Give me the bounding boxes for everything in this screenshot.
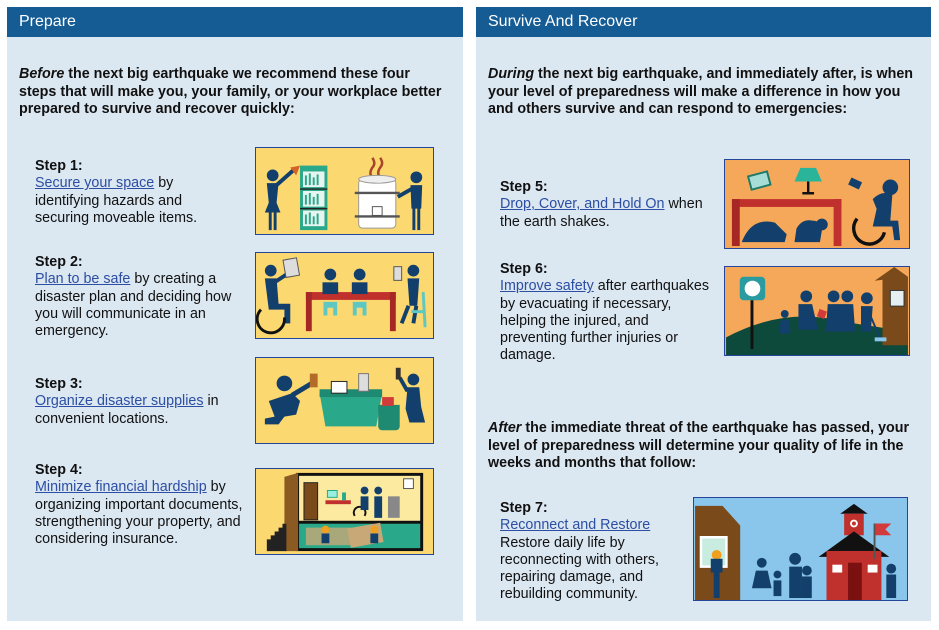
drop-cover-hold-on-link[interactable]: Drop, Cover, and Hold On	[500, 196, 665, 213]
evacuation-illustration	[724, 266, 910, 356]
step-3	[35, 376, 245, 428]
family-planning-icon	[256, 253, 433, 338]
step-label: Step 4:	[35, 462, 83, 478]
step-label: Step 1:	[35, 158, 83, 174]
prepare-intro	[19, 66, 449, 119]
drop-cover-hold-icon	[725, 160, 909, 248]
survive-recover-panel-header: Survive And Recover	[476, 7, 931, 37]
reconnect-and-restore-link[interactable]: Reconnect and Restore	[500, 517, 651, 534]
house-retrofit-icon	[256, 469, 433, 554]
step-label: Step 3:	[35, 376, 83, 392]
step-5	[500, 179, 725, 231]
family-planning-illustration	[255, 252, 434, 339]
step-description: by creating a disaster plan and deciding how you will communicate in an emergency.	[35, 271, 232, 340]
after-intro	[488, 420, 928, 473]
community-rebuild-icon	[694, 498, 907, 600]
prepare-panel-header: Prepare	[7, 7, 463, 37]
step-1	[35, 158, 235, 227]
step-label: Step 6:	[500, 261, 548, 277]
prepare-panel	[7, 7, 463, 621]
improve-safety-link[interactable]: Improve safety	[500, 278, 594, 295]
step-description: in convenient locations.	[35, 393, 219, 427]
organize-disaster-supplies-link[interactable]: Organize disaster supplies	[35, 393, 204, 410]
step-label: Step 5:	[500, 179, 548, 195]
step-description: by organizing important documents, strengthening your property, and considering insurance.	[35, 479, 243, 548]
disaster-supplies-icon	[256, 358, 433, 443]
drop-cover-hold-illustration	[724, 159, 910, 249]
step-4	[35, 462, 250, 548]
minimize-financial-hardship-link[interactable]: Minimize financial hardship	[35, 479, 207, 496]
community-rebuild-illustration	[693, 497, 908, 601]
plan-to-be-safe-link[interactable]: Plan to be safe	[35, 271, 131, 288]
step-description: after earthquakes by evacuating if necessary, helping the injured, and preventing further injuries or damage.	[500, 278, 710, 364]
disaster-supplies-illustration	[255, 357, 434, 444]
survive-intro	[488, 66, 918, 119]
step-7	[500, 500, 685, 604]
step-2	[35, 254, 240, 340]
intro-emphasis: During	[488, 66, 535, 82]
step-6	[500, 261, 715, 365]
step-description: Restore daily life by reconnecting with others, repairing damage, and rebuilding community.	[500, 534, 659, 603]
evacuation-icon	[725, 267, 909, 355]
intro-text: the next big earthquake we recommend these four steps that will make you, your family, or your workplace better prepared to survive and recover quickly:	[19, 66, 442, 117]
after-text: the immediate threat of the earthquake has passed, your level of preparedness will determine your quality of life in the weeks and months that follow:	[488, 420, 910, 471]
intro-text: the next big earthquake, and immediately after, is when your level of preparedness will make a difference in how you and others survive and can respond to emergencies:	[488, 66, 914, 117]
house-retrofit-illustration	[255, 468, 434, 555]
securing-furniture-illustration	[255, 147, 434, 235]
step-label: Step 7:	[500, 500, 548, 516]
survive-recover-panel	[476, 7, 931, 621]
step-description: when the earth shakes.	[500, 196, 703, 230]
step-description: by identifying hazards and securing moveable items.	[35, 175, 198, 226]
secure-your-space-link[interactable]: Secure your space	[35, 175, 155, 192]
intro-emphasis: Before	[19, 66, 65, 82]
step-label: Step 2:	[35, 254, 83, 270]
securing-furniture-icon	[256, 148, 433, 234]
after-emphasis: After	[488, 420, 522, 436]
